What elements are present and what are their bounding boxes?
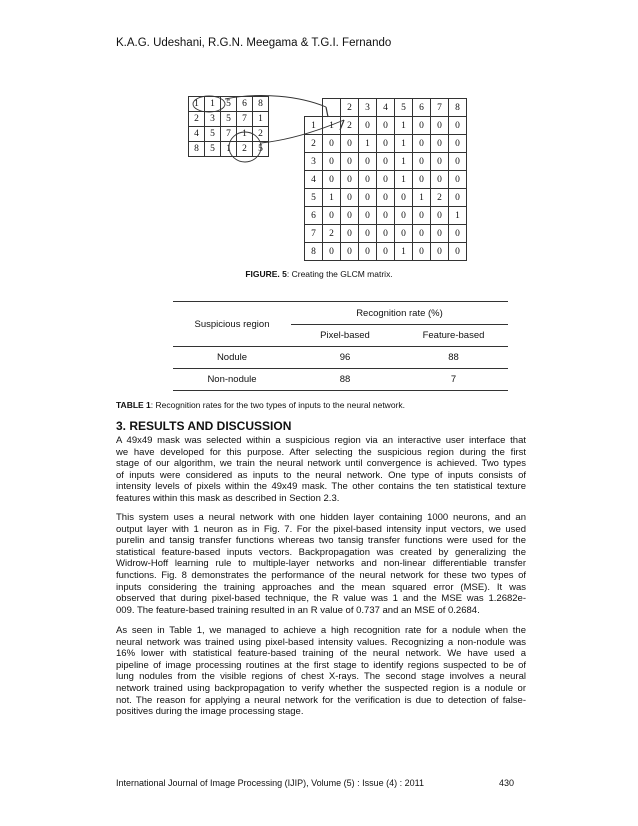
image-matrix-cell: 8 <box>253 97 269 112</box>
pixel-value-cell: 96 <box>291 347 399 369</box>
glcm-cell: 0 <box>377 207 395 225</box>
glcm-cell: 0 <box>359 153 377 171</box>
glcm-cell: 0 <box>377 117 395 135</box>
glcm-row-label: 6 <box>305 207 323 225</box>
glcm-cell: 1 <box>413 189 431 207</box>
glcm-header-cell: 6 <box>413 99 431 117</box>
paragraph-line: lung nodules from the visible regions of chest X-rays. The second stage involves a neural <box>116 671 526 683</box>
glcm-cell: 0 <box>341 153 359 171</box>
glcm-cell: 0 <box>323 171 341 189</box>
glcm-cell: 0 <box>431 153 449 171</box>
glcm-cell: 0 <box>395 207 413 225</box>
image-matrix-cell: 1 <box>189 97 205 112</box>
glcm-cell: 0 <box>377 225 395 243</box>
glcm-cell: 0 <box>323 243 341 261</box>
glcm-cell: 0 <box>377 135 395 153</box>
image-matrix-cell: 2 <box>189 112 205 127</box>
glcm-cell: 0 <box>359 207 377 225</box>
glcm-cell: 2 <box>323 225 341 243</box>
image-matrix-cell: 1 <box>221 142 237 157</box>
glcm-cell: 0 <box>431 135 449 153</box>
glcm-cell: 0 <box>341 207 359 225</box>
glcm-row-label: 3 <box>305 153 323 171</box>
paragraph-line: features within this mask as described in Section 2.3. <box>116 492 340 504</box>
glcm-cell: 0 <box>449 153 467 171</box>
glcm-cell: 0 <box>431 171 449 189</box>
glcm-header-row <box>305 99 467 117</box>
paragraph-line: A 49x49 mask was selected within a suspicious region via an interactive user interface that <box>116 435 526 446</box>
glcm-cell: 0 <box>431 117 449 135</box>
glcm-row <box>305 153 467 171</box>
glcm-cell: 1 <box>395 117 413 135</box>
paragraph-line: not. The reason for applying a neural network for the verification is due to detection of false- <box>116 694 526 706</box>
glcm-row-label: 5 <box>305 189 323 207</box>
paragraph-line: intensity levels of pixels within the 49x49 mask. The other contains the ten statistical texture <box>116 481 526 493</box>
glcm-row <box>305 117 467 135</box>
glcm-header-cell: 4 <box>377 99 395 117</box>
feature-based-header: Feature-based <box>399 325 508 347</box>
image-matrix-cell: 3 <box>205 112 221 127</box>
table-row <box>173 347 508 369</box>
glcm-matrix <box>304 98 467 261</box>
image-matrix-cell: 1 <box>253 112 269 127</box>
glcm-cell: 0 <box>377 171 395 189</box>
glcm-header-cell: 5 <box>395 99 413 117</box>
glcm-cell: 0 <box>359 243 377 261</box>
glcm-cell: 0 <box>359 225 377 243</box>
glcm-cell: 0 <box>413 117 431 135</box>
glcm-cell: 0 <box>395 189 413 207</box>
glcm-cell: 0 <box>359 189 377 207</box>
glcm-row <box>305 135 467 153</box>
section-heading: 3. RESULTS AND DISCUSSION <box>116 419 292 433</box>
paragraph-line: we have developed for this purpose. After selecting the suspicious region during the first <box>116 446 526 458</box>
glcm-cell: 0 <box>431 207 449 225</box>
paragraph-line: statistical feature-based inputs vectors. Backpropagation was created by generalizing the <box>116 546 526 558</box>
feature-value-cell: 7 <box>399 369 508 391</box>
table-row <box>173 369 508 391</box>
paragraph-line: 009. The feature-based training resulted in an R value of 0.737 and an MSE of 0.2684. <box>116 604 480 616</box>
glcm-cell: 0 <box>341 225 359 243</box>
glcm-header-cell <box>323 99 341 117</box>
image-matrix-cell: 5 <box>205 142 221 157</box>
glcm-cell: 0 <box>431 243 449 261</box>
glcm-cell: 0 <box>341 135 359 153</box>
glcm-cell: 0 <box>395 225 413 243</box>
pair-highlight-top <box>193 96 225 112</box>
glcm-cell: 0 <box>413 225 431 243</box>
glcm-cell: 0 <box>449 117 467 135</box>
image-matrix-cell: 8 <box>189 142 205 157</box>
glcm-row <box>305 225 467 243</box>
paragraph-line: of inputs were considered as inputs to the neural network. One type of inputs consists of <box>116 469 526 481</box>
glcm-cell: 0 <box>359 117 377 135</box>
glcm-cell: 1 <box>359 135 377 153</box>
glcm-cell: 0 <box>413 207 431 225</box>
glcm-corner-cell <box>305 99 323 117</box>
glcm-cell: 0 <box>359 171 377 189</box>
glcm-cell: 0 <box>341 243 359 261</box>
paragraph-line: purelin and tansig transfer functions whereas two tansig transfer functions were used for the <box>116 535 526 547</box>
paragraph-1 <box>116 435 526 505</box>
image-matrix-cell: 1 <box>205 97 221 112</box>
image-matrix-cell: 5 <box>205 127 221 142</box>
paragraph-line: positives during the image processing stage. <box>116 706 304 718</box>
glcm-cell: 0 <box>449 225 467 243</box>
paragraph-line: stage of our algorithm, we train the neural network until convergence is achieved. Two types <box>116 458 526 470</box>
running-header: K.A.G. Udeshani, R.G.N. Meegama & T.G.I. Fernando <box>116 37 392 49</box>
paragraph-3 <box>116 625 526 718</box>
table-caption <box>116 400 405 410</box>
table-caption-text: : Recognition rates for the two types of inputs to the neural network. <box>150 400 405 410</box>
glcm-cell: 0 <box>449 189 467 207</box>
glcm-cell: 1 <box>395 135 413 153</box>
paragraph-line: pipeline of image processing routines at the first stage to identify regions suspected to be of <box>116 659 526 671</box>
group-header-cell: Recognition rate (%) <box>291 302 508 325</box>
glcm-cell: 1 <box>395 153 413 171</box>
paragraph-line: neural network was trained using pixel-based intensity values. Recognizing a non-nodule was <box>116 636 526 648</box>
feature-value-cell: 88 <box>399 347 508 369</box>
glcm-cell: 0 <box>431 225 449 243</box>
glcm-header-cell: 8 <box>449 99 467 117</box>
glcm-cell: 0 <box>413 135 431 153</box>
image-matrix-cell: 4 <box>189 127 205 142</box>
image-matrix-cell: 5 <box>221 112 237 127</box>
image-matrix-cell: 5 <box>221 97 237 112</box>
image-matrix-cell: 7 <box>237 112 253 127</box>
glcm-row-label: 4 <box>305 171 323 189</box>
journal-footer: International Journal of Image Processing (IJIP), Volume (5) : Issue (4) : 2011 <box>116 778 424 788</box>
paragraph-line: network trained using backpropagation to verify whether the suspected region is a nodule or <box>116 682 526 694</box>
glcm-cell: 0 <box>323 153 341 171</box>
glcm-cell: 0 <box>449 171 467 189</box>
paragraph-line: inputs considering the training approaches and the mean squared error (MSE). It was <box>116 581 526 593</box>
page-number: 430 <box>499 778 515 788</box>
results-table <box>173 301 508 391</box>
glcm-cell: 1 <box>395 243 413 261</box>
glcm-cell: 0 <box>341 171 359 189</box>
glcm-cell: 2 <box>341 117 359 135</box>
glcm-cell: 0 <box>413 243 431 261</box>
paragraph-line: functions. Fig. 8 demonstrates the performance of the neural network for these two types of <box>116 569 526 581</box>
image-matrix-cell: 2 <box>237 142 253 157</box>
paragraph-line: output layer with 1 neuron as in Fig. 7. For the pixel-based intensity input vectors, we used <box>116 523 526 535</box>
glcm-row-label: 8 <box>305 243 323 261</box>
image-matrix-cell: 7 <box>221 127 237 142</box>
table-caption-label: TABLE 1 <box>116 400 151 410</box>
glcm-row-label: 1 <box>305 117 323 135</box>
glcm-row <box>305 189 467 207</box>
glcm-cell: 0 <box>413 171 431 189</box>
pair-highlight-bottom <box>229 132 261 162</box>
glcm-cell: 0 <box>323 135 341 153</box>
region-cell: Nodule <box>173 347 291 369</box>
glcm-cell: 1 <box>395 171 413 189</box>
glcm-cell: 1 <box>323 189 341 207</box>
glcm-cell: 0 <box>413 153 431 171</box>
glcm-row-label: 2 <box>305 135 323 153</box>
paragraph-line: observed that during pixel-based technique, the R value was 1 and the MSE was 1.2682e- <box>116 593 526 605</box>
glcm-cell: 1 <box>323 117 341 135</box>
paragraph-line: Widrow-Hoff learning rule to multiple-layer networks and non-linear differentiable transfer <box>116 558 526 570</box>
glcm-row-label: 7 <box>305 225 323 243</box>
figure-caption-text: : Creating the GLCM matrix. <box>286 269 393 279</box>
glcm-header-cell: 2 <box>341 99 359 117</box>
glcm-cell: 1 <box>449 207 467 225</box>
image-matrix-cell: 6 <box>237 97 253 112</box>
glcm-row <box>305 171 467 189</box>
paragraph-line: As seen in Table 1, we managed to achieve a high recognition rate for a nodule when the <box>116 625 526 636</box>
glcm-row <box>305 207 467 225</box>
glcm-cell: 0 <box>377 243 395 261</box>
glcm-cell: 2 <box>431 189 449 207</box>
glcm-cell: 0 <box>377 153 395 171</box>
glcm-header-cell: 7 <box>431 99 449 117</box>
image-matrix-cell: 1 <box>237 127 253 142</box>
pixel-value-cell: 88 <box>291 369 399 391</box>
row-header-cell: Suspicious region <box>173 302 291 347</box>
glcm-row <box>305 243 467 261</box>
glcm-cell: 0 <box>449 243 467 261</box>
paragraph-line: This system uses a neural network with one hidden layer containing 1000 neurons, and an <box>116 512 526 523</box>
paragraph-2 <box>116 512 526 616</box>
region-cell: Non-nodule <box>173 369 291 391</box>
image-matrix-cell: 5 <box>253 142 269 157</box>
glcm-cell: 0 <box>377 189 395 207</box>
pixel-based-header: Pixel-based <box>291 325 399 347</box>
paragraph-line: 16% lower with statistical feature-based training of the neural network. We have used a <box>116 648 526 660</box>
glcm-cell: 0 <box>323 207 341 225</box>
figure-caption-label: FIGURE. 5 <box>245 269 287 279</box>
glcm-cell: 0 <box>449 135 467 153</box>
figure-caption <box>0 269 638 279</box>
image-matrix-cell: 2 <box>253 127 269 142</box>
glcm-header-cell: 3 <box>359 99 377 117</box>
glcm-cell: 0 <box>341 189 359 207</box>
